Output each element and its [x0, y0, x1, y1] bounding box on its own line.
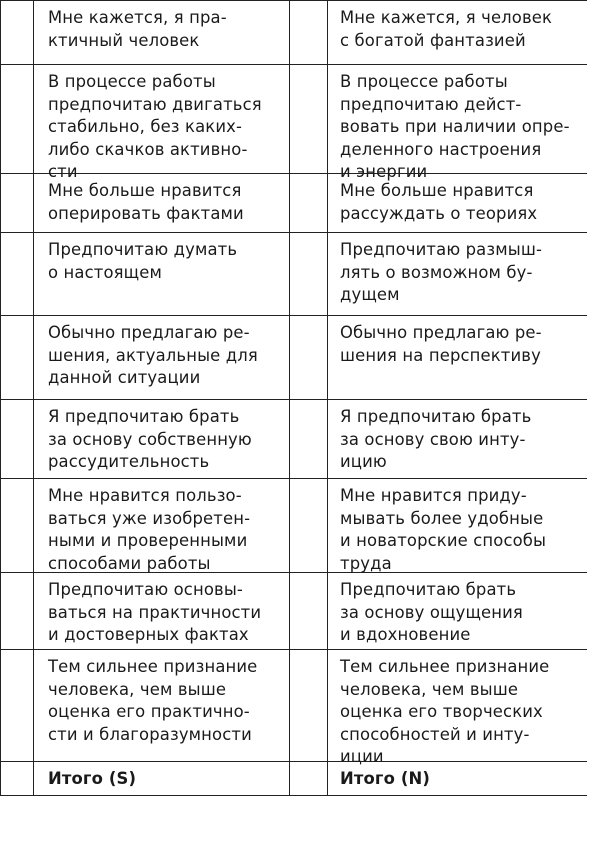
left-mark-cell[interactable]	[0, 400, 34, 478]
text-line: вовать при наличии опре-	[340, 117, 570, 137]
text-line: Предпочитаю брать	[340, 580, 517, 599]
text-line: оценка его творческих	[340, 702, 543, 722]
text-line: ицию	[340, 452, 387, 472]
statement-text	[48, 71, 279, 184]
text-line: ктичный человек	[48, 30, 200, 50]
text-line: В процессе работы	[48, 72, 216, 91]
text-line: В процессе работы	[340, 72, 508, 91]
text-line: Я предпочитаю брать	[340, 407, 532, 426]
left-statement-cell	[34, 400, 290, 478]
right-mark-cell[interactable]	[290, 65, 328, 173]
right-statement-cell	[328, 233, 587, 315]
right-statement-cell	[328, 479, 587, 572]
right-mark-cell[interactable]	[290, 400, 328, 478]
text-line: и достоверных фактах	[48, 625, 249, 645]
statement-text	[340, 71, 579, 184]
text-line: рассудительность	[48, 452, 210, 472]
left-mark-cell[interactable]	[0, 65, 34, 173]
right-total-cell	[328, 762, 587, 795]
text-line: Предпочитаю думать	[48, 240, 238, 259]
left-mark-cell[interactable]	[0, 573, 34, 649]
text-line: ными и проверенными	[48, 531, 248, 551]
right-mark-cell[interactable]	[290, 650, 328, 761]
left-statement-cell	[34, 174, 290, 232]
left-total-cell	[34, 762, 290, 795]
statement-text	[48, 656, 279, 746]
text-line: способностей и инту-	[340, 724, 530, 744]
table-row	[0, 316, 587, 400]
left-mark-cell[interactable]	[0, 479, 34, 572]
right-mark-cell[interactable]	[290, 174, 328, 232]
left-statement-cell	[34, 65, 290, 182]
table-row	[0, 1, 587, 65]
text-line: Обычно предлагаю ре-	[340, 323, 542, 342]
statement-text	[48, 406, 279, 474]
text-line: иции	[340, 747, 384, 767]
text-line: деленного настроения	[340, 139, 542, 159]
table-row	[0, 65, 587, 182]
statement-text	[48, 7, 279, 52]
statement-text	[340, 322, 579, 367]
text-line: Мне нравится приду-	[340, 486, 527, 505]
statement-text	[48, 485, 279, 575]
text-line: за основу собственную	[48, 429, 252, 449]
left-mark-cell[interactable]	[0, 233, 34, 315]
text-line: и новаторские способы	[340, 531, 547, 551]
table-row	[0, 174, 587, 233]
text-line: Тем сильнее признание	[48, 657, 258, 676]
statement-text	[48, 239, 279, 284]
text-line: стабильно, без каких-	[48, 117, 243, 137]
statement-text	[48, 579, 279, 647]
text-line: Мне больше нравится	[48, 181, 242, 200]
text-line: Мне кажется, я пра-	[48, 8, 227, 27]
left-statement-cell	[34, 650, 290, 761]
table-row	[0, 400, 587, 479]
text-line: Обычно предлагаю ре-	[48, 323, 250, 342]
text-line: ваться уже изобретен-	[48, 508, 251, 528]
text-line: Мне нравится пользо-	[48, 486, 242, 505]
text-line: Мне кажется, я человек	[340, 8, 553, 27]
text-line: Мне больше нравится	[340, 181, 534, 200]
left-statement-cell	[34, 479, 290, 572]
text-line: ваться на практичности	[48, 602, 262, 622]
statement-text	[340, 485, 579, 575]
right-statement-cell	[328, 573, 587, 649]
right-mark-cell[interactable]	[290, 1, 328, 64]
left-mark-cell[interactable]	[0, 1, 34, 64]
statement-text	[340, 406, 579, 474]
left-statement-cell	[34, 233, 290, 315]
text-line: либо скачков активно-	[48, 139, 248, 159]
statement-text	[340, 579, 579, 647]
text-line: мывать более удобные	[340, 508, 544, 528]
left-mark-cell[interactable]	[0, 650, 34, 761]
statement-text	[340, 180, 579, 225]
total-s-label: Итого (S)	[48, 769, 137, 788]
text-line: и энергии	[340, 162, 428, 182]
text-line: Я предпочитаю брать	[48, 407, 240, 426]
text-line: оперировать фактами	[48, 203, 244, 223]
text-line: человека, чем выше	[340, 679, 519, 699]
text-line: данной ситуации	[48, 368, 201, 388]
text-line: за основу свою инту-	[340, 429, 526, 449]
text-line: лять о возможном бу-	[340, 262, 533, 282]
right-mark-cell[interactable]	[290, 479, 328, 572]
text-line: предпочитаю дейст-	[340, 94, 522, 114]
text-line: за основу ощущения	[340, 602, 523, 622]
total-n-label: Итого (N)	[340, 769, 431, 788]
table-row	[0, 479, 587, 573]
statement-text	[340, 239, 579, 307]
text-line: шения, актуальные для	[48, 345, 258, 365]
text-line: Тем сильнее признание	[340, 657, 550, 676]
left-mark-cell[interactable]	[0, 316, 34, 399]
text-line: сти	[48, 162, 78, 182]
text-line: дущем	[340, 285, 400, 305]
left-statement-cell	[34, 316, 290, 399]
text-line: человека, чем выше	[48, 679, 227, 699]
right-statement-cell	[328, 650, 587, 767]
table-row	[0, 650, 587, 767]
left-mark-cell[interactable]	[0, 174, 34, 232]
text-line: Предпочитаю основы-	[48, 580, 243, 599]
text-line: предпочитаю двигаться	[48, 94, 262, 114]
table-row	[0, 573, 587, 650]
statement-text	[340, 7, 579, 52]
text-line: о настоящем	[48, 262, 162, 282]
text-line: Предпочитаю размыш-	[340, 240, 543, 259]
right-statement-cell	[328, 400, 587, 478]
left-statement-cell	[34, 1, 290, 64]
right-statement-cell	[328, 65, 587, 182]
text-line: оценка его практично-	[48, 702, 250, 722]
statement-text	[48, 322, 279, 390]
right-mark-cell[interactable]	[290, 233, 328, 315]
text-line: с богатой фантазией	[340, 30, 526, 50]
statement-text	[340, 656, 579, 769]
statement-text	[48, 180, 279, 225]
text-line: способами работы	[48, 553, 211, 573]
table-row	[0, 233, 587, 316]
text-line: труда	[340, 553, 392, 573]
text-line: шения на перспективу	[340, 345, 541, 365]
left-total-mark-cell[interactable]	[0, 762, 34, 795]
right-mark-cell[interactable]	[290, 316, 328, 399]
right-statement-cell	[328, 174, 587, 232]
text-line: и вдохновение	[340, 625, 471, 645]
total-row	[0, 762, 587, 795]
text-line: сти и благоразумности	[48, 724, 252, 744]
right-statement-cell	[328, 1, 587, 64]
right-statement-cell	[328, 316, 587, 399]
right-total-mark-cell[interactable]	[290, 762, 328, 795]
right-mark-cell[interactable]	[290, 573, 328, 649]
left-statement-cell	[34, 573, 290, 649]
text-line: рассуждать о теориях	[340, 203, 538, 223]
